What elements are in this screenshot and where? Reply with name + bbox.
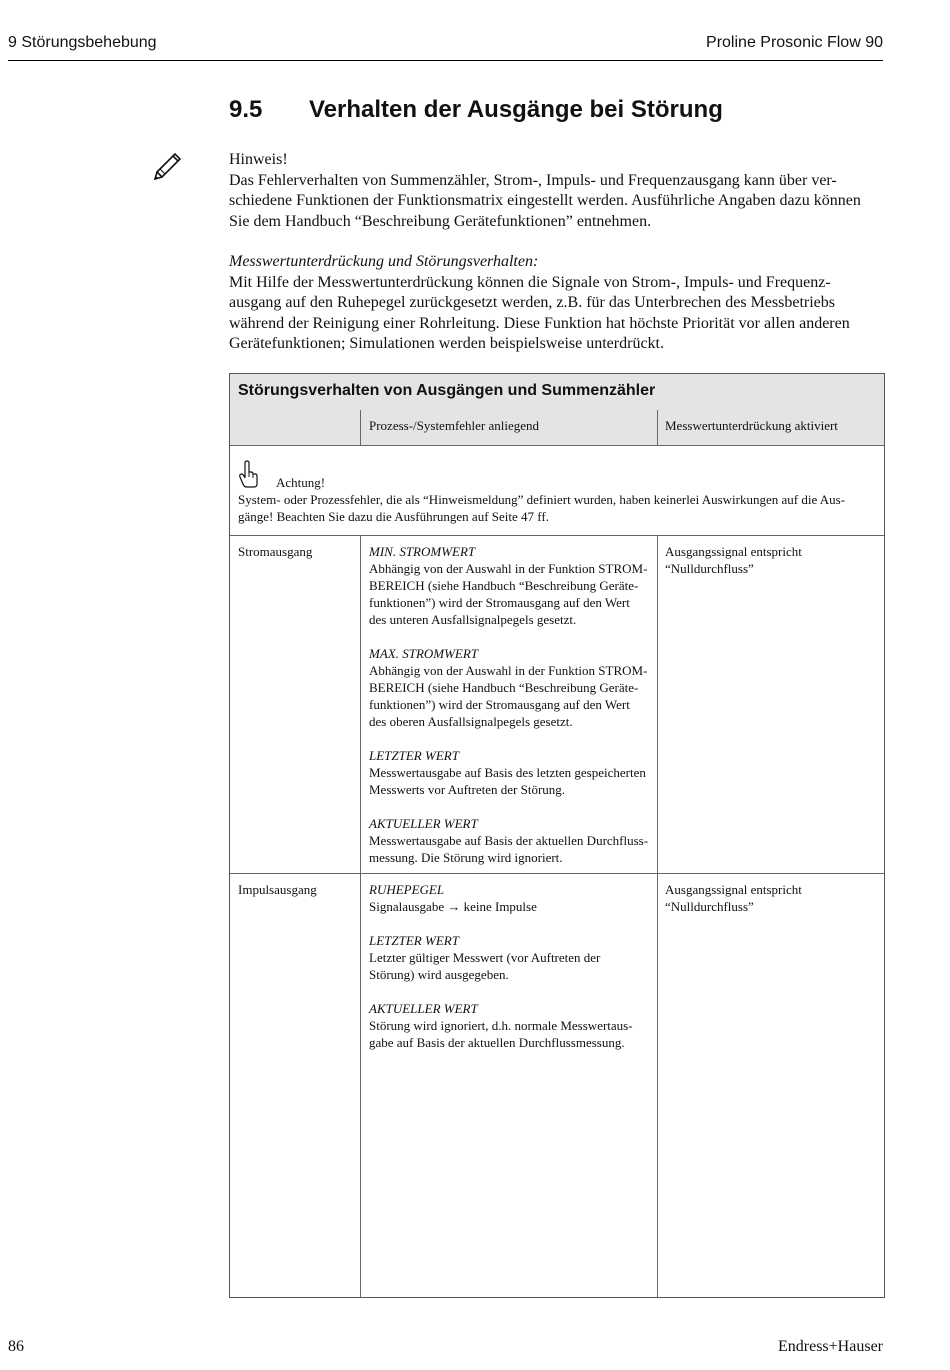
option-line: gabe auf Basis der aktuellen Durchflussmessung. bbox=[369, 1035, 625, 1050]
option-line: des unteren Ausfallsignalpegels gesetzt. bbox=[369, 612, 577, 627]
option-line: Störung wird ignoriert, d.h. normale Messwertaus- bbox=[369, 1018, 633, 1033]
row-label-current-output: Stromausgang bbox=[238, 544, 313, 559]
suppression-heading: Messwertunterdrückung und Störungsverhalten: bbox=[229, 253, 539, 270]
option-title: MIN. STROMWERT bbox=[369, 544, 476, 559]
row-label-pulse-output: Impulsausgang bbox=[238, 882, 317, 897]
suppression-line: während der Reinigung einer Rohrleitung. Diese Funktion hat höchste Priorität vor allen anderen bbox=[229, 314, 850, 332]
page-number: 86 bbox=[8, 1338, 24, 1355]
option-title: MAX. STROMWERT bbox=[369, 646, 479, 661]
option-line: Abhängig von der Auswahl in der Funktion STROM- bbox=[369, 561, 648, 576]
note-block bbox=[229, 150, 884, 232]
table-header bbox=[230, 374, 884, 445]
note-line: Das Fehlerverhalten von Summenzähler, Strom-, Impuls- und Frequenzausgang kann über ver- bbox=[229, 171, 837, 189]
note-line: Sie dem Handbuch “Beschreibung Gerätefunktionen” entnehmen. bbox=[229, 212, 652, 230]
option-line: Signalausgabe → keine Impulse bbox=[369, 899, 537, 914]
suppression-value: “Nulldurchfluss” bbox=[665, 561, 754, 576]
suppression-line: Mit Hilfe der Messwertunterdrückung können die Signale von Strom-, Impuls- und Frequenz- bbox=[229, 273, 831, 291]
pulse-output-suppression bbox=[665, 881, 880, 915]
option-line: Messwertausgabe auf Basis des letzten gespeicherten bbox=[369, 765, 646, 780]
note-line: schiedene Funktionen der Funktionsmatrix eingestellt werden. Ausführliche Angaben dazu können bbox=[229, 192, 861, 209]
pencil-note-icon bbox=[152, 148, 184, 180]
option-line: Letzter gültiger Messwert (vor Auftreten der bbox=[369, 950, 601, 965]
column-header-process-error: Prozess-/Systemfehler anliegend bbox=[369, 418, 540, 433]
current-output-suppression bbox=[665, 543, 880, 577]
section-heading bbox=[229, 96, 723, 124]
row-divider bbox=[230, 445, 884, 446]
option-line: BEREICH (siehe Handbuch “Beschreibung Geräte- bbox=[369, 680, 639, 695]
current-output-fault-options bbox=[369, 543, 654, 866]
caution-text bbox=[238, 491, 878, 525]
suppression-value: “Nulldurchfluss” bbox=[665, 899, 754, 914]
caution-line: gänge! Beachten Sie dazu die Ausführungen auf Seite 47 ff. bbox=[238, 509, 549, 524]
option-line: BEREICH (siehe Handbuch “Beschreibung Geräte- bbox=[369, 578, 639, 593]
column-divider bbox=[657, 410, 658, 445]
option-title: RUHEPEGEL bbox=[369, 882, 445, 897]
option-title: AKTUELLER WERT bbox=[369, 816, 478, 831]
note-label: Hinweis! bbox=[229, 151, 288, 168]
option-line: messung. Die Störung wird ignoriert. bbox=[369, 850, 563, 865]
pulse-output-fault-options bbox=[369, 881, 654, 1051]
chapter-label: 9 Störungsbehebung bbox=[8, 34, 157, 51]
row-divider bbox=[230, 535, 884, 536]
option-line: Abhängig von der Auswahl in der Funktion STROM- bbox=[369, 663, 648, 678]
column-header-suppression: Messwertunterdrückung aktiviert bbox=[665, 418, 838, 433]
column-divider bbox=[360, 410, 361, 445]
product-name: Proline Prosonic Flow 90 bbox=[706, 34, 883, 51]
suppression-value: Ausgangssignal entspricht bbox=[665, 544, 802, 559]
column-divider bbox=[360, 535, 361, 1297]
pointing-hand-icon bbox=[238, 460, 260, 488]
fault-behaviour-table bbox=[229, 373, 885, 1298]
option-line: funktionen”) wird der Stromausgang auf den Wert bbox=[369, 595, 630, 610]
table-title: Störungsverhalten von Ausgängen und Summenzähler bbox=[238, 382, 656, 399]
row-divider bbox=[230, 873, 884, 874]
caution-label: Achtung! bbox=[276, 475, 326, 490]
option-line: Messwertausgabe auf Basis der aktuellen Durchfluss- bbox=[369, 833, 649, 848]
column-divider bbox=[657, 535, 658, 1297]
option-line: Messwerts vor Auftreten der Störung. bbox=[369, 782, 566, 797]
suppression-value: Ausgangssignal entspricht bbox=[665, 882, 802, 897]
option-title: LETZTER WERT bbox=[369, 933, 459, 948]
option-title: AKTUELLER WERT bbox=[369, 1001, 478, 1016]
suppression-block bbox=[229, 252, 884, 355]
option-line: Störung) wird ausgegeben. bbox=[369, 967, 509, 982]
brand-logo: Endress+Hauser bbox=[778, 1338, 883, 1355]
suppression-line: Gerätefunktionen; Simulationen werden beispielsweise unterdrückt. bbox=[229, 335, 664, 352]
caution-line: System- oder Prozessfehler, die als “Hinweismeldung” definiert wurden, haben keinerlei Auswirkungen auf die Aus- bbox=[238, 492, 846, 507]
option-line: funktionen”) wird der Stromausgang auf den Wert bbox=[369, 697, 630, 712]
option-title: LETZTER WERT bbox=[369, 748, 459, 763]
page-header bbox=[8, 30, 883, 61]
section-title: Verhalten der Ausgänge bei Störung bbox=[309, 96, 723, 123]
option-line: des oberen Ausfallsignalpegels gesetzt. bbox=[369, 714, 573, 729]
suppression-line: ausgang auf den Ruhepegel zurückgesetzt werden, z.B. für das Unterbrechen des Messbetriebs bbox=[229, 294, 835, 311]
section-number: 9.5 bbox=[229, 96, 263, 123]
